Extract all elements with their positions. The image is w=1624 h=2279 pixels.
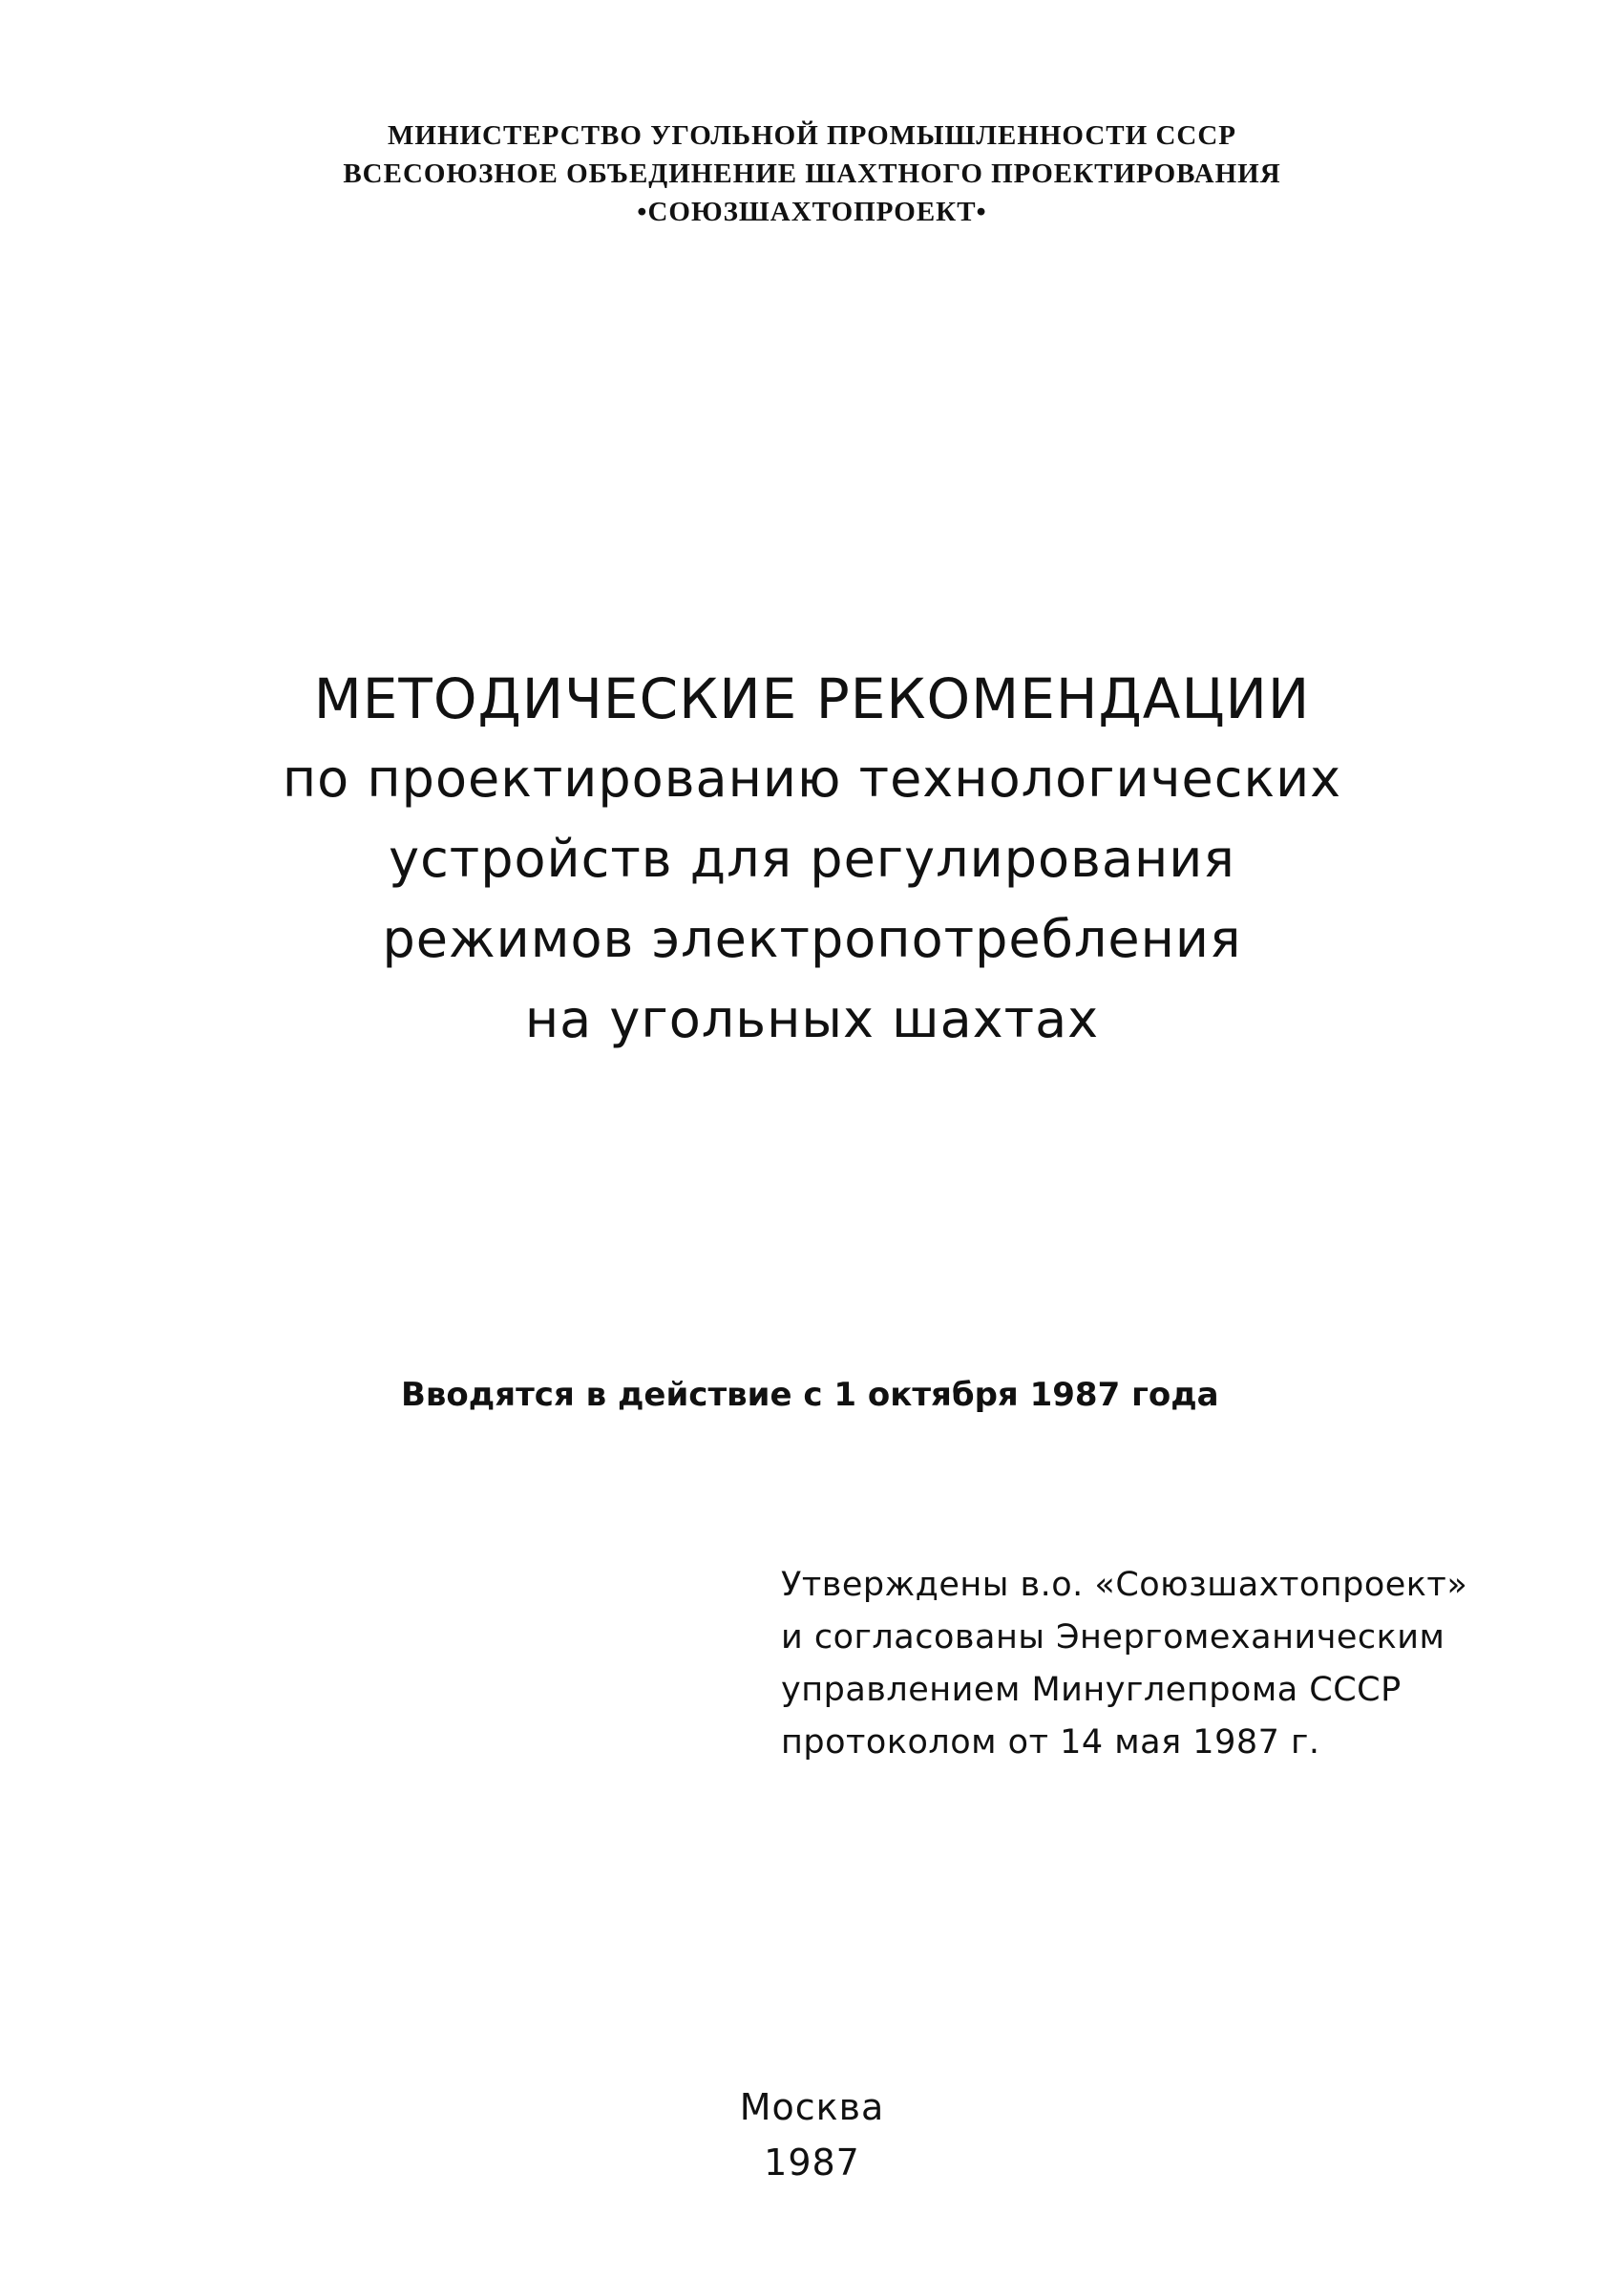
approval-note	[781, 1559, 1507, 1769]
approval-line: управлением Минуглепрома СССР	[781, 1671, 1402, 1709]
approval-line: и согласованы Энергомеханическим	[781, 1618, 1445, 1656]
organization-short-name: •СОЮЗШАХТОПРОЕКТ•	[637, 197, 987, 227]
document-title: МЕТОДИЧЕСКИЕ РЕКОМЕНДАЦИИ	[313, 666, 1311, 731]
subtitle-line: устройств для регулирования	[389, 829, 1235, 889]
document-title-block	[0, 659, 1624, 1060]
ministry-name: МИНИСТЕРСТВО УГОЛЬНОЙ ПРОМЫШЛЕННОСТИ СССР	[388, 120, 1236, 151]
subtitle-line: на угольных шахтах	[524, 989, 1100, 1049]
approval-line: Утверждены в.о. «Союзшахтопроект»	[781, 1566, 1468, 1604]
publication-city: Москва	[739, 2086, 885, 2128]
publication-year: 1987	[764, 2142, 860, 2184]
organization-header	[0, 116, 1624, 231]
approval-line: протоколом от 14 мая 1987 г.	[781, 1723, 1320, 1762]
subtitle-line: режимов электропотребления	[382, 909, 1242, 969]
association-name: ВСЕСОЮЗНОЕ ОБЪЕДИНЕНИЕ ШАХТНОГО ПРОЕКТИРОВАНИЯ	[343, 158, 1281, 189]
effective-date-note: Вводятся в действие с 1 октября 1987 года	[401, 1376, 1219, 1414]
subtitle-line: по проектированию технологических	[282, 749, 1342, 809]
publication-info	[0, 2079, 1624, 2190]
